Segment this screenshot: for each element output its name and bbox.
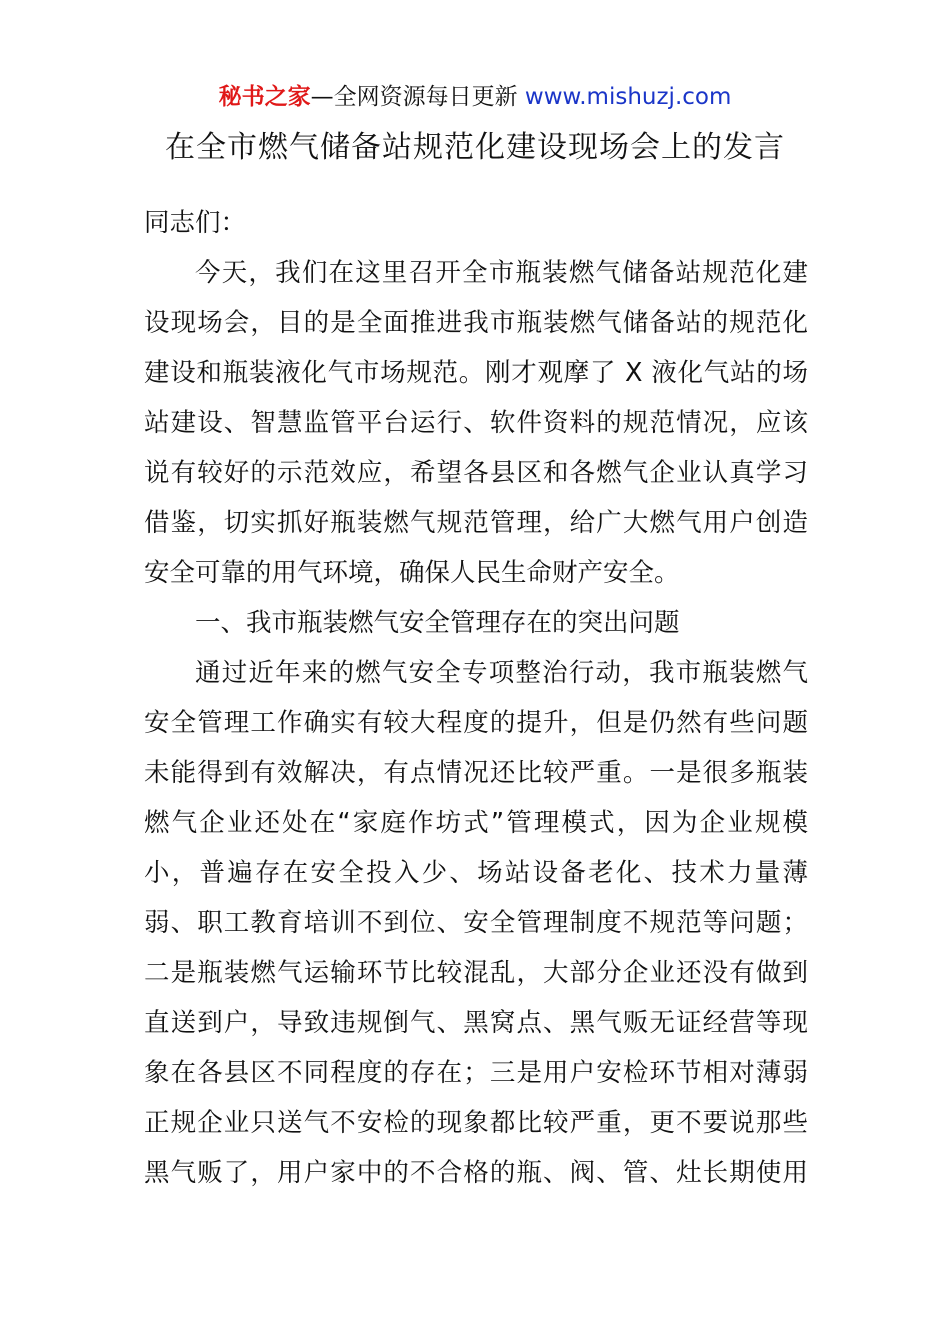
text-line: 设现场会，目的是全面推进我市瓶装燃气储备站的规范化 — [144, 308, 808, 338]
site-brand: 秘书之家 — [218, 84, 311, 110]
text-line: 正规企业只送气不安检的现象都比较严重，更不要说那些 — [144, 1108, 808, 1138]
text-line: 站建设、智慧监管平台运行、软件资料的规范情况，应该 — [144, 408, 808, 438]
document-body — [144, 198, 808, 1198]
section-heading — [144, 598, 808, 648]
text-line: 象在各县区不同程度的存在；三是用户安检环节相对薄弱 — [144, 1058, 808, 1088]
text-line: 说有较好的示范效应，希望各县区和各燃气企业认真学习 — [144, 458, 808, 488]
text-line: 小，普遍存在安全投入少、场站设备老化、技术力量薄 — [144, 858, 808, 888]
text-line: 借鉴，切实抓好瓶装燃气规范管理，给广大燃气用户创造 — [144, 508, 808, 538]
text-line: 弱、职工教育培训不到位、安全管理制度不规范等问题； — [144, 908, 808, 938]
site-slogan: —全网资源每日更新 — [310, 84, 525, 110]
text-line: 未能得到有效解决，有点情况还比较严重。一是很多瓶装 — [144, 758, 808, 788]
text-line: 燃气企业还处在“家庭作坊式”管理模式，因为企业规模 — [144, 808, 808, 838]
paragraph-container — [144, 248, 808, 1198]
greeting: 同志们： — [144, 208, 247, 238]
text-line: 通过近年来的燃气安全专项整治行动，我市瓶装燃气 — [195, 658, 808, 688]
text-line: 建设和瓶装液化气市场规范。刚才观摩了 X 液化气站的场 — [144, 358, 808, 388]
text-line: 安全可靠的用气环境，确保人民生命财产安全。 — [144, 558, 680, 588]
text-line: 安全管理工作确实有较大程度的提升，但是仍然有些问题 — [144, 708, 808, 738]
text-line: 直送到户，导致违规倒气、黑窝点、黑气贩无证经营等现 — [144, 1008, 808, 1038]
site-url-link[interactable]: www.mishuzj.com — [524, 84, 732, 110]
text-line: 一、我市瓶装燃气安全管理存在的突出问题 — [195, 608, 680, 638]
text-line: 二是瓶装燃气运输环节比较混乱，大部分企业还没有做到 — [144, 958, 808, 988]
paragraph — [144, 248, 808, 598]
paragraph — [144, 648, 808, 1198]
text-line: 今天，我们在这里召开全市瓶装燃气储备站规范化建 — [195, 258, 808, 288]
site-header — [0, 82, 950, 112]
text-line: 黑气贩了，用户家中的不合格的瓶、阀、管、灶长期使用 — [144, 1158, 808, 1188]
document-title: 在全市燃气储备站规范化建设现场会上的发言 — [165, 130, 785, 165]
